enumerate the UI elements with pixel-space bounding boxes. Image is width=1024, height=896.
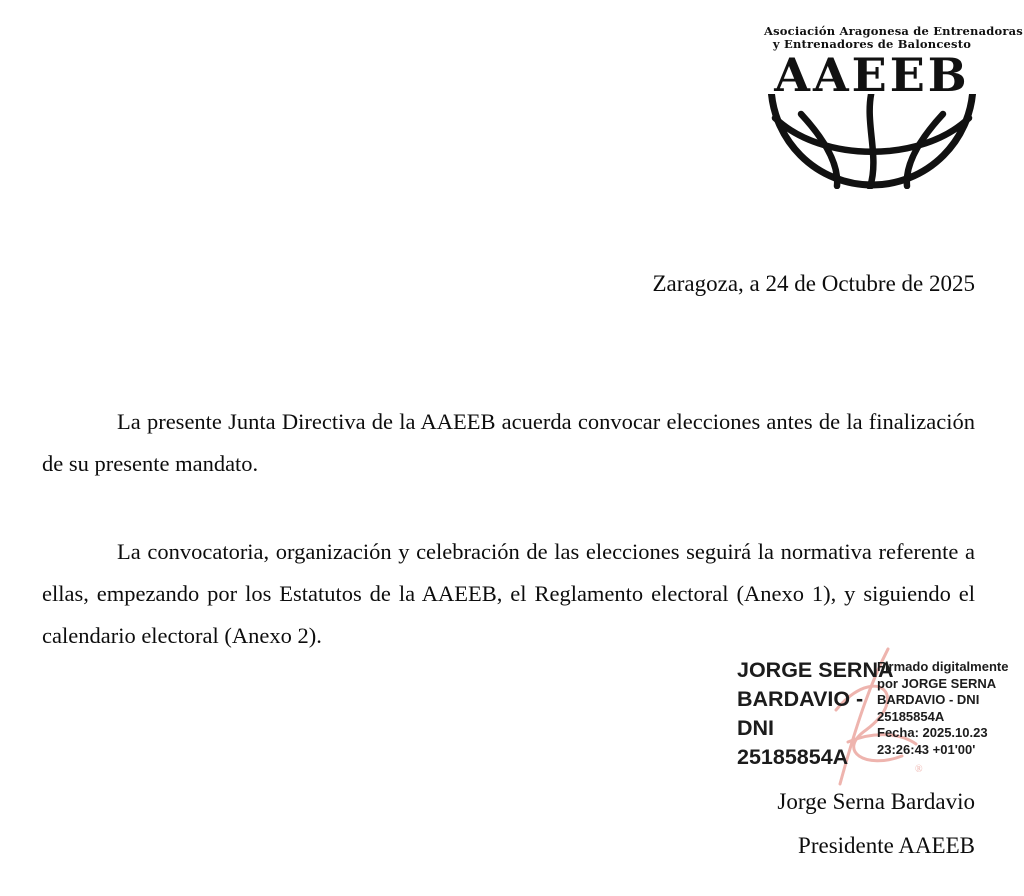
closing-signer-name: Jorge Serna Bardavio [777, 789, 975, 814]
signature-detail-line: 25185854A [877, 708, 945, 724]
signature-detail-line: Fecha: 2025.10.23 [877, 725, 988, 740]
paragraph-convocatoria: La presente Junta Directiva de la AAEEB acuerda convocar elecciones antes de la finalización de su presente mandato. [42, 409, 975, 476]
logo-org-line1: Asociación Aragonesa de Entrenadoras [764, 24, 1023, 38]
paragraph-normativa: La convocatoria, organización y celebración de las elecciones seguirá la normativa referente a ellas, empezando por los Estatutos de la AAEEB, el Reglamento electoral (Anexo 1), y siguiendo el calendario electoral (Anexo 2). [42, 539, 975, 648]
signer-name-line: BARDAVIO - [737, 687, 864, 711]
aaeeb-logo [764, 24, 1023, 189]
signer-name-line: 25185854A [737, 745, 849, 769]
logo-org-line2: y Entrenadores de Baloncesto [772, 37, 972, 51]
signature-detail-line: BARDAVIO - DNI [877, 692, 980, 707]
signature-detail-line: Firmado digitalmente [877, 659, 1009, 674]
date-line: Zaragoza, a 24 de Octubre de 2025 [652, 271, 975, 296]
registered-mark: ® [915, 764, 923, 775]
logo-acronym: AAEEB [774, 48, 970, 102]
digital-signature-stamp[interactable] [735, 646, 1020, 786]
signature-details-block [877, 659, 1019, 758]
signer-name-block [737, 656, 894, 772]
closing-signer-title: Presidente AAEEB [798, 833, 975, 858]
signature-detail-line: 23:26:43 +01'00' [877, 741, 976, 757]
signer-name-line: DNI [737, 716, 775, 740]
basketball-icon [768, 94, 976, 189]
signature-detail-line: por JORGE SERNA [877, 675, 997, 691]
signer-name-line: JORGE SERNA [737, 658, 894, 682]
